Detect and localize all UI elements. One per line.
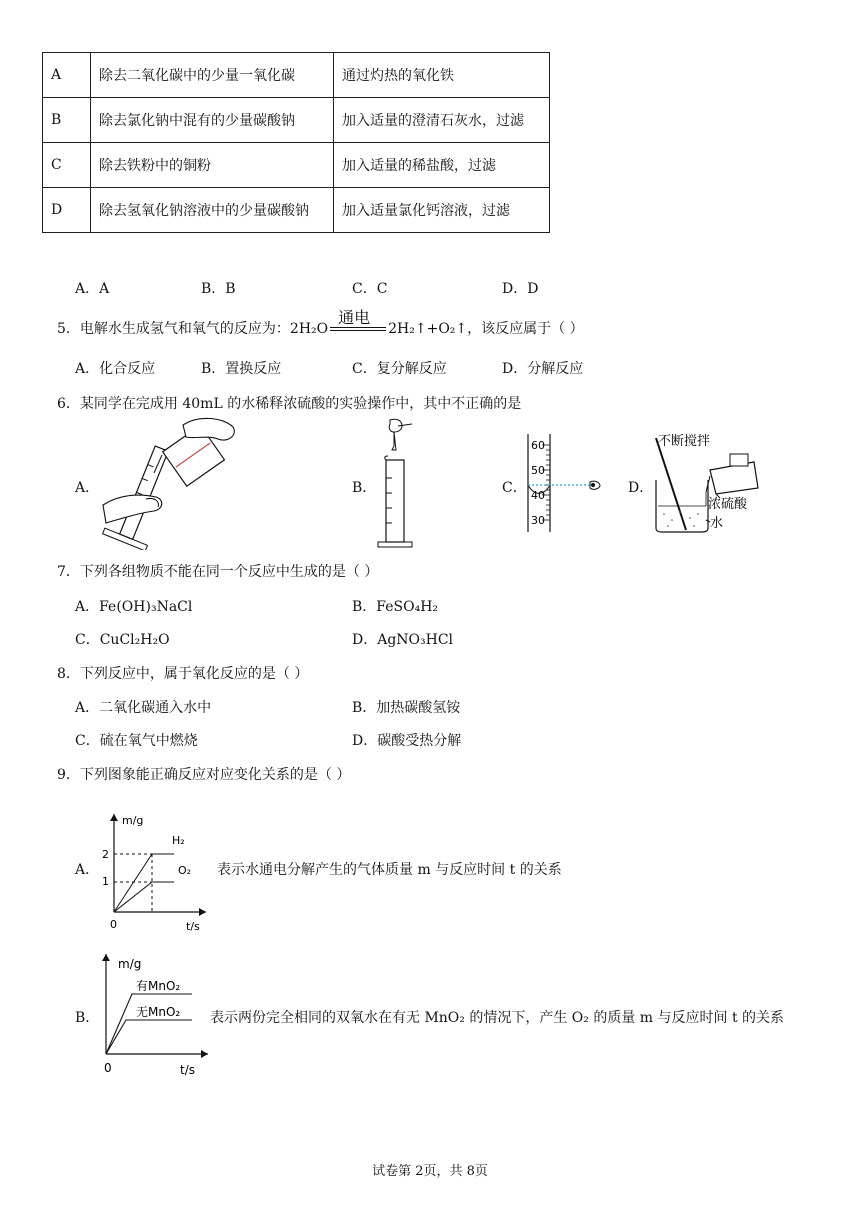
q4-option-b: B．B bbox=[201, 281, 236, 297]
table-row bbox=[43, 143, 550, 188]
dilution-beaker-figure bbox=[650, 432, 770, 537]
series-label-with: 有MnO₂ bbox=[136, 979, 181, 993]
q4-option-a: A．A bbox=[75, 281, 110, 297]
table-cell: 加入适量的澄清石灰水，过滤 bbox=[334, 98, 550, 143]
question-9: 9．下列图象能正确反应对应变化关系的是（ ） bbox=[57, 767, 351, 783]
scale-tick-label: 30 bbox=[531, 514, 545, 527]
q8-option-c: C．硫在氧气中燃烧 bbox=[75, 733, 198, 749]
q7-option-d: D．AgNO₃HCl bbox=[352, 632, 454, 648]
table-cell: D bbox=[43, 188, 91, 233]
q7-option-b: B．FeSO₄H₂ bbox=[352, 599, 439, 615]
question-8: 8．下列反应中，属于氧化反应的是（ ） bbox=[57, 666, 309, 682]
y-axis-label: m/g bbox=[118, 957, 142, 971]
page-footer: 试卷第 2页，共 8页 bbox=[372, 1164, 488, 1179]
x-axis-label: t/s bbox=[186, 920, 200, 932]
electrolysis-graph bbox=[96, 808, 216, 932]
scale-reading-figure bbox=[520, 430, 610, 535]
o2-line bbox=[114, 882, 152, 912]
table-row bbox=[43, 98, 550, 143]
acid-label: 浓硫酸 bbox=[708, 497, 748, 512]
scale-tick-label: 40 bbox=[531, 489, 545, 502]
table-cell: 加入适量的稀盐酸，过滤 bbox=[334, 143, 550, 188]
q5-text-after: 2H₂↑+O₂↑，该反应属于（ ） bbox=[388, 321, 584, 337]
q8-option-b: B．加热碳酸氢铵 bbox=[352, 700, 461, 716]
q5-option-a: A．化合反应 bbox=[75, 361, 156, 377]
reaction-condition bbox=[328, 308, 388, 337]
q5-text-before: 5．电解水生成氢气和氧气的反应为：2H₂O bbox=[57, 321, 329, 337]
origin-label: 0 bbox=[104, 1061, 112, 1075]
q9-option-b-label: B． bbox=[75, 1010, 100, 1026]
series-label-h2: H₂ bbox=[172, 834, 185, 847]
q5-option-c: C．复分解反应 bbox=[352, 361, 447, 377]
q9-option-a-desc: 表示水通电分解产生的气体质量 m 与反应时间 t 的关系 bbox=[217, 862, 562, 878]
table-cell: 除去二氧化碳中的少量一氧化碳 bbox=[91, 53, 334, 98]
table-cell: C bbox=[43, 143, 91, 188]
table-cell: B bbox=[43, 98, 91, 143]
origin-label: 0 bbox=[110, 918, 117, 931]
q6-option-b-label: B． bbox=[352, 480, 377, 496]
question-6: 6．某同学在完成用 40mL 的水稀释浓硫酸的实验操作中，其中不正确的是 bbox=[57, 396, 522, 412]
y-axis-label: m/g bbox=[122, 814, 144, 827]
question-5 bbox=[57, 308, 584, 338]
equals-sign bbox=[330, 327, 386, 331]
table-row bbox=[43, 53, 550, 98]
series-label-o2: O₂ bbox=[178, 864, 192, 877]
table-cell: A bbox=[43, 53, 91, 98]
h2-line bbox=[114, 854, 152, 912]
condition-label: 通电 bbox=[338, 308, 371, 327]
options-table bbox=[42, 52, 550, 233]
q4-option-c: C．C bbox=[352, 281, 388, 297]
pouring-into-cylinder-figure bbox=[98, 415, 248, 550]
q9-option-a-label: A． bbox=[75, 862, 100, 878]
water-label: 水 bbox=[710, 516, 724, 531]
q7-option-a: A．Fe(OH)₃NaCl bbox=[75, 599, 193, 615]
catalyst-graph bbox=[96, 950, 212, 1076]
q9-option-b-desc: 表示两份完全相同的双氧水在有无 MnO₂ 的情况下，产生 O₂ 的质量 m 与反应时间 t 的关系 bbox=[210, 1010, 785, 1026]
q5-option-b: B．置换反应 bbox=[201, 361, 282, 377]
q8-option-a: A．二氧化碳通入水中 bbox=[75, 700, 212, 716]
table-cell: 加入适量氯化钙溶液，过滤 bbox=[334, 188, 550, 233]
question-7: 7．下列各组物质不能在同一个反应中生成的是（ ） bbox=[57, 564, 379, 580]
with-catalyst-line bbox=[106, 994, 192, 1054]
scale-tick-label: 60 bbox=[531, 439, 545, 452]
y-tick-label: 2 bbox=[102, 848, 109, 861]
q7-option-c: C．CuCl₂H₂O bbox=[75, 632, 170, 648]
table-cell: 除去氯化钠中混有的少量碳酸钠 bbox=[91, 98, 334, 143]
table-row bbox=[43, 188, 550, 233]
q6-option-a-label: A． bbox=[75, 480, 100, 496]
table-cell: 除去氢氧化钠溶液中的少量碳酸钠 bbox=[91, 188, 334, 233]
q8-option-d: D．碳酸受热分解 bbox=[352, 733, 462, 749]
q6-option-d-label: D． bbox=[628, 480, 654, 496]
q6-option-c-label: C． bbox=[502, 480, 527, 496]
stirring-label: 不断搅拌 bbox=[658, 434, 711, 449]
dropper-cylinder-figure bbox=[372, 418, 422, 550]
table-cell: 除去铁粉中的铜粉 bbox=[91, 143, 334, 188]
q5-option-d: D．分解反应 bbox=[502, 361, 584, 377]
table-cell: 通过灼热的氧化铁 bbox=[334, 53, 550, 98]
series-label-without: 无MnO₂ bbox=[136, 1005, 181, 1019]
q4-option-d: D．D bbox=[502, 281, 539, 297]
x-axis-label: t/s bbox=[180, 1063, 195, 1076]
y-tick-label: 1 bbox=[102, 875, 109, 888]
scale-tick-label: 50 bbox=[531, 464, 545, 477]
